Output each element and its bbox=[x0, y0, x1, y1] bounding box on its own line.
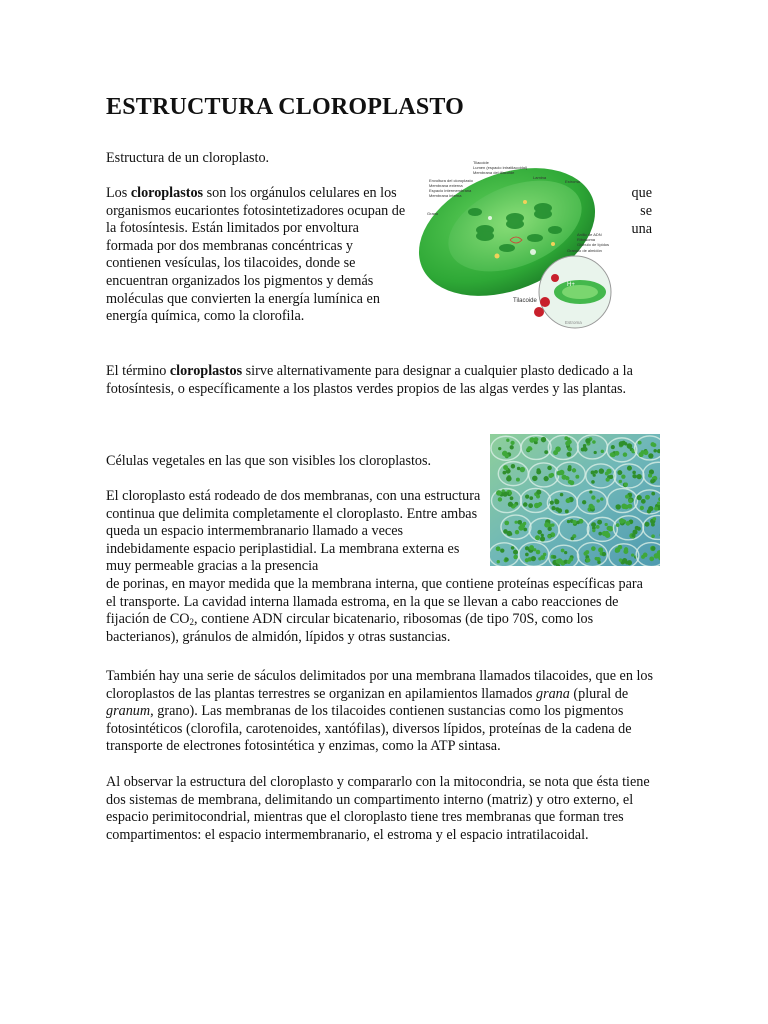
label-globulo-lipidos: Glóbulo de lípidos bbox=[577, 242, 610, 247]
label-espacio-intermembrana: Espacio intermembrana bbox=[429, 188, 472, 193]
label-ribosoma: Ribosoma bbox=[577, 237, 596, 242]
label-grano: Grano bbox=[427, 211, 439, 216]
p5-wide-a: de porinas, en mayor medida que la membrana interna, que contiene proteínas específicas para el transporte. La cavidad interna llamada estroma, en la que se llevan a cabo reacciones de fijación de CO bbox=[106, 575, 643, 628]
p5-wide-b: , contiene ADN circular bicatenario, ribosomas (de tipo 70S, como los bacterianos), gránulos de almidón, lípidos y otras sustancias. bbox=[106, 611, 594, 645]
label-estroma-inset: Estroma bbox=[565, 320, 582, 325]
label-lumen: Lumen (espacio intratilacoidal) bbox=[473, 165, 528, 170]
label-membrana-interna: Membrana interna bbox=[429, 193, 462, 198]
page-title: ESTRUCTURA CLOROPLASTO bbox=[106, 94, 465, 120]
p3-bold-term: cloroplastos bbox=[169, 363, 243, 379]
paragraph-termino bbox=[106, 363, 654, 398]
p6-b: (plural de bbox=[569, 685, 629, 702]
label-anillo-adn: Anillo de ADN bbox=[577, 232, 602, 237]
label-granulo-almidon: Granulo de almidón bbox=[567, 248, 602, 253]
label-tilacoide: Tilacoide bbox=[513, 298, 537, 304]
chloroplast-structure-diagram bbox=[415, 152, 625, 332]
p3-pre: El término bbox=[106, 363, 170, 379]
wrap-fragment-una: una bbox=[631, 221, 652, 237]
label-envoltura: Envoltura del cloroplasto bbox=[429, 178, 473, 183]
p6-italic-grana: grana bbox=[535, 685, 570, 702]
paragraph-mitocondria: Al observar la estructura del cloroplasto y compararlo con la mitocondria, se nota que ésta tiene dos sistemas de membrana, delimitando un compartimento interno (matriz) y otro externo, el espacio perimitocondrial, mientras que el cloroplasto tiene tres membranas que forman tres compartimentos: el espacio intermembranario, el estroma y el espacio intratilacoidal. bbox=[106, 774, 650, 843]
p2-pre: Los bbox=[106, 185, 131, 201]
paragraph-cloroplastos-definition bbox=[106, 185, 406, 326]
p6-italic-granum: granum bbox=[106, 703, 151, 720]
p5-narrow: El cloroplasto está rodeado de dos membranas, con una estructura continua que delimita completamente el cloroplasto. Entre ambas queda un espacio intermembranario llamado a veces indebidamente espacio periplastidial. La membrana externa es muy permeable gracias a la presencia bbox=[106, 488, 481, 575]
paragraph-tilacoides bbox=[106, 668, 656, 756]
label-h-plus: H+ bbox=[567, 282, 575, 288]
p2-bold-term: cloroplastos bbox=[130, 185, 204, 201]
wrap-fragment-que: que bbox=[631, 185, 652, 201]
p6-a: También hay una serie de sáculos delimitados por una membrana llamados tilacoides, que en los cloroplastos de las plantas terrestres se organizan en apilamientos llamados bbox=[106, 668, 654, 702]
p3-post: sirve alternativamente para designar a cualquier plasto dedicado a la fotosíntesis, o específicamente a los plastos verdes propios de las algas verdes y las plantas. bbox=[106, 363, 633, 397]
label-lamina: Lamina bbox=[533, 175, 547, 180]
wrap-fragment-se: se bbox=[640, 203, 652, 219]
p6-c: , grano). Las membranas de los tilacoides contienen sustancias como los pigmentos fotosintéticos (clorofila, carotenoides, xantófilas), diversos lípidos, proteínas de la cadena de transporte de electrones fotosintética y enzimas, como la ATP sintasa. bbox=[106, 703, 632, 755]
label-membrana-tilacoide: Membrana del tilacoide bbox=[473, 170, 515, 175]
label-estroma-top: Estroma bbox=[565, 179, 580, 184]
p2-post: son los orgánulos celulares en los organismos eucariontes fotosintetizadores ocupan de la fotosíntesis. Están limitados por envoltura formada por dos membranas concéntricas y contienen vesículas, los tilacoides, donde se encuentran organizados los pigmentos y demás moléculas que convierten la energía lumínica en energía química, como la clorofila. bbox=[106, 185, 406, 325]
label-tilacoide-top: Tilacoide bbox=[473, 160, 489, 165]
p5-subscript: 2 bbox=[189, 617, 195, 628]
figure1-caption: Estructura de un cloroplasto. bbox=[106, 150, 270, 166]
label-membrana-externa: Membrana externa bbox=[429, 183, 463, 188]
paragraph-membranas bbox=[106, 488, 654, 646]
figure2-caption: Células vegetales en las que son visibles los cloroplastos. bbox=[106, 453, 432, 469]
